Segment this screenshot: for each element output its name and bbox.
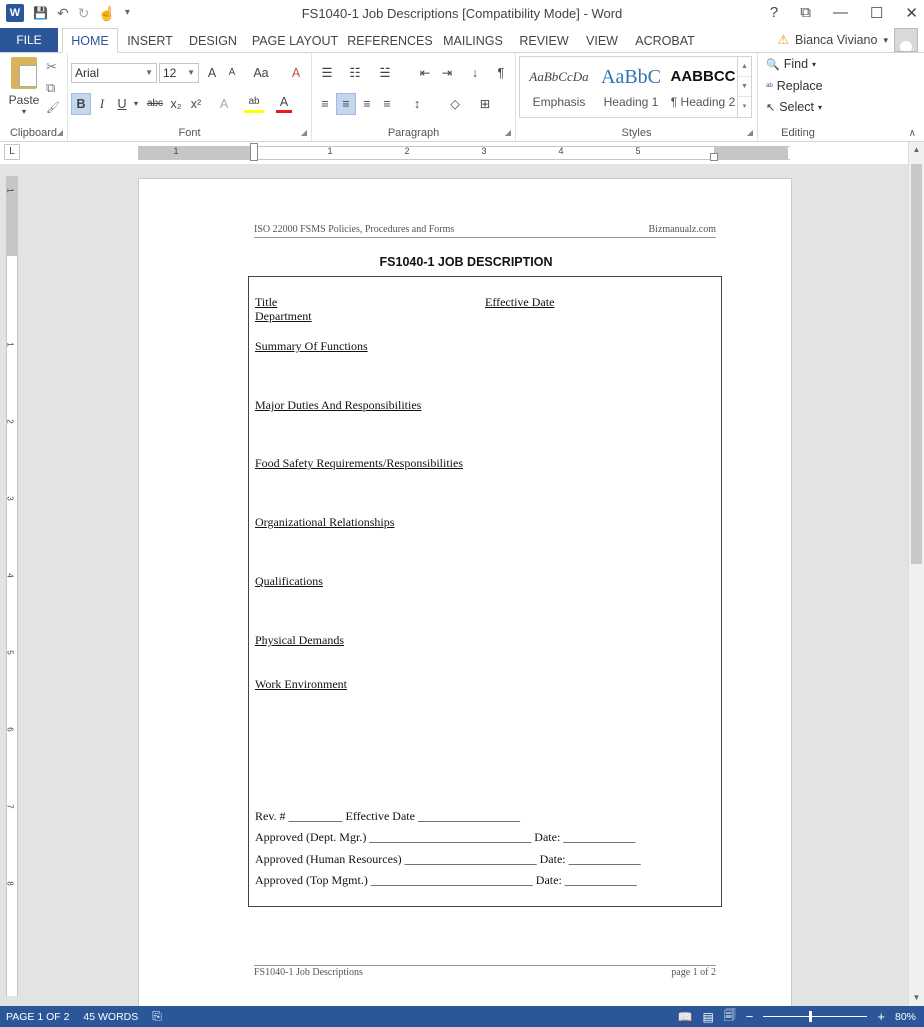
multilevel-list-icon[interactable]: ☱ <box>379 66 391 80</box>
strikethrough-button[interactable]: abc <box>146 98 164 109</box>
align-right-icon[interactable]: ≡ <box>363 97 371 111</box>
vertical-scrollbar[interactable] <box>908 142 924 1006</box>
style-name: Emphasis <box>532 95 586 109</box>
text-effects-icon[interactable]: A <box>219 97 229 111</box>
clipboard-icon <box>11 57 37 89</box>
status-bar <box>0 1006 924 1027</box>
document-title: FS1040-1 JOB DESCRIPTION <box>379 255 553 269</box>
select-arrow-icon: ▾ <box>817 102 822 112</box>
ruler-number: 1 <box>5 342 15 347</box>
styles-gallery <box>519 56 752 118</box>
center-icon[interactable]: ≡ <box>336 93 356 115</box>
font-name-dropdown[interactable] <box>71 63 157 83</box>
field-org-relationships: Organizational Relationships <box>255 515 395 529</box>
field-duties: Major Duties And Responsibilities <box>255 398 422 412</box>
paste-label: Paste <box>8 93 40 107</box>
italic-button[interactable]: I <box>99 97 105 111</box>
find-button[interactable] <box>766 57 816 71</box>
ruler-area <box>0 142 924 164</box>
subscript-button[interactable]: x₂ <box>170 97 182 111</box>
align-left-icon[interactable]: ≡ <box>321 97 329 111</box>
clipboard-tools <box>46 59 60 114</box>
minimize-button[interactable]: — <box>832 4 848 21</box>
tab-acrobat[interactable]: ACROBAT <box>635 33 695 48</box>
scroll-up-icon[interactable]: ▲ <box>912 145 921 154</box>
maximize-button[interactable]: ☐ <box>869 5 884 22</box>
shading-icon[interactable]: ◇ <box>450 97 460 111</box>
font-size-value: 12 <box>163 66 177 80</box>
ruler-number: 6 <box>5 727 15 732</box>
approved-dept-mgr-line: Approved (Dept. Mgr.) ___________________________ Date: ____________ <box>255 830 636 844</box>
paragraph-group-label: Paragraph <box>387 127 440 139</box>
field-qualifications: Qualifications <box>255 574 323 588</box>
web-layout-icon[interactable]: 🗐 <box>723 1008 736 1022</box>
ruler-number: 1 <box>173 146 179 156</box>
avatar[interactable] <box>894 28 918 52</box>
field-effective-date: Effective Date <box>485 295 555 309</box>
find-label: Find <box>783 57 809 71</box>
numbering-icon[interactable]: ☷ <box>349 66 361 80</box>
ruler-number: 1 <box>327 146 333 156</box>
replace-button[interactable] <box>766 79 823 93</box>
styles-more-icon[interactable]: ▾ <box>742 103 747 110</box>
status-right <box>678 1006 917 1027</box>
styles-scroll <box>737 57 751 117</box>
format-painter-icon[interactable]: 🖌 <box>46 102 60 114</box>
tab-references[interactable]: REFERENCES <box>347 33 433 48</box>
left-indent-marker[interactable] <box>250 143 258 161</box>
ruler-number: 1 <box>5 188 15 193</box>
bold-button[interactable]: B <box>71 93 91 115</box>
zoom-slider[interactable] <box>763 1016 867 1017</box>
ruler-number: 8 <box>5 881 15 886</box>
paragraph-launcher-icon[interactable]: ◢ <box>504 128 511 137</box>
page-count[interactable]: PAGE 1 OF 2 <box>6 1010 70 1023</box>
job-description-form <box>248 276 722 907</box>
close-button[interactable]: ✕ <box>905 5 918 22</box>
font-size-dropdown[interactable] <box>159 63 199 83</box>
footer-left-text: FS1040-1 Job Descriptions <box>254 967 363 978</box>
vertical-ruler[interactable] <box>6 176 18 996</box>
style-preview: AaBbCcDa <box>529 69 589 84</box>
shrink-font-icon[interactable]: A <box>228 67 236 78</box>
zoom-level[interactable]: 80% <box>894 1010 916 1023</box>
status-left <box>6 1006 162 1027</box>
help-button[interactable]: ? <box>769 4 779 21</box>
style-preview: AaBbC <box>601 66 661 88</box>
styles-up-icon[interactable]: ▲ <box>738 57 751 77</box>
clipboard-group <box>0 53 68 141</box>
underline-arrow-icon[interactable]: ▾ <box>133 99 138 108</box>
styles-group-label: Styles <box>621 127 652 139</box>
find-arrow-icon: ▾ <box>812 59 817 69</box>
left-margin-shade <box>138 147 254 159</box>
editing-group-label: Editing <box>781 127 815 139</box>
ribbon <box>0 52 924 142</box>
page-footer <box>254 965 716 979</box>
style-heading-1[interactable] <box>596 59 666 115</box>
styles-launcher-icon[interactable]: ◢ <box>746 128 753 137</box>
cut-icon[interactable]: ✂ <box>46 59 57 74</box>
copy-icon[interactable]: ⧉ <box>46 80 56 95</box>
chevron-down-icon: ▼ <box>187 68 195 77</box>
ruler-number: 4 <box>558 146 564 156</box>
header-left-text: ISO 22000 FSMS Policies, Procedures and Forms <box>254 224 455 235</box>
ruler-number: 5 <box>635 146 641 156</box>
word-logo-icon[interactable]: W <box>6 4 24 22</box>
borders-icon[interactable]: ⊞ <box>479 97 491 111</box>
ruler-number: 5 <box>5 650 15 655</box>
touch-mode-icon[interactable]: ☝ <box>98 5 116 21</box>
superscript-button[interactable]: x² <box>190 97 202 111</box>
line-spacing-icon[interactable]: ↕ <box>413 97 421 111</box>
tab-review[interactable]: REVIEW <box>519 33 569 48</box>
word-count[interactable]: 45 WORDS <box>83 1010 139 1023</box>
tab-mailings[interactable]: MAILINGS <box>443 33 503 48</box>
tab-selector[interactable]: L <box>4 144 20 160</box>
font-group-label: Font <box>178 127 201 139</box>
font-group <box>68 53 312 141</box>
ribbon-display-button[interactable]: ⧉ <box>800 4 811 21</box>
collapse-ribbon-icon[interactable]: ∧ <box>908 128 916 139</box>
approved-hr-line: Approved (Human Resources) ______________________ Date: ____________ <box>255 852 641 866</box>
ruler-number: 2 <box>404 146 410 156</box>
footer-right-text: page 1 of 2 <box>671 967 716 978</box>
user-menu-arrow-icon: ▾ <box>883 34 888 45</box>
tab-insert[interactable]: INSERT <box>127 33 173 48</box>
font-launcher-icon[interactable]: ◢ <box>300 128 307 137</box>
tab-view[interactable]: VIEW <box>586 33 618 48</box>
style-emphasis[interactable] <box>524 59 594 115</box>
underline-button[interactable]: U <box>117 97 127 111</box>
font-name-value: Arial <box>75 66 100 80</box>
zoom-in-button[interactable]: + <box>877 1009 885 1024</box>
tab-file[interactable]: FILE <box>0 28 58 52</box>
warning-icon: ⚠ <box>777 32 789 47</box>
sort-icon[interactable]: ↓ <box>471 66 479 80</box>
field-department: Department <box>255 309 312 323</box>
chevron-down-icon: ▼ <box>145 68 153 77</box>
print-layout-icon[interactable]: ▤ <box>702 1009 714 1024</box>
paste-button[interactable] <box>4 57 44 116</box>
select-button[interactable] <box>766 100 822 114</box>
tab-home[interactable]: HOME <box>62 28 118 53</box>
scroll-thumb[interactable] <box>911 164 922 564</box>
highlight-icon[interactable]: ab <box>244 94 264 113</box>
horizontal-ruler[interactable] <box>138 146 790 160</box>
read-mode-icon[interactable]: 📖 <box>677 1009 693 1024</box>
style-name: Heading 1 <box>603 95 659 109</box>
field-food-safety: Food Safety Requirements/Responsibilities <box>255 456 463 470</box>
document-workspace <box>0 164 908 1006</box>
bullets-icon[interactable]: ☰ <box>321 66 333 80</box>
font-color-icon[interactable]: A <box>276 94 292 113</box>
zoom-slider-thumb[interactable] <box>809 1011 812 1022</box>
replace-icon: ᵃᵇ <box>766 81 773 91</box>
undo-icon[interactable]: ↶ <box>56 5 69 21</box>
title-bar <box>0 0 924 28</box>
user-name: Bianca Viviano <box>795 33 878 47</box>
ribbon-tabs <box>0 28 924 52</box>
replace-label: Replace <box>776 79 823 93</box>
styles-down-icon[interactable]: ▼ <box>738 77 751 97</box>
zoom-out-button[interactable]: − <box>745 1009 754 1024</box>
grow-font-icon[interactable]: A <box>207 66 217 80</box>
proofing-icon[interactable]: ⎘ <box>152 1009 162 1023</box>
increase-indent-icon[interactable]: ⇥ <box>441 66 453 80</box>
save-icon[interactable]: 💾 <box>33 6 48 20</box>
ruler-number: 2 <box>5 419 15 424</box>
justify-icon[interactable]: ≡ <box>383 97 391 111</box>
decrease-indent-icon[interactable]: ⇤ <box>419 66 431 80</box>
redo-icon[interactable]: ↻ <box>77 5 90 21</box>
field-physical-demands: Physical Demands <box>255 633 344 647</box>
scroll-down-icon[interactable]: ▼ <box>912 993 921 1002</box>
clipboard-group-label: Clipboard <box>9 127 58 139</box>
paragraph-group <box>312 53 516 141</box>
ruler-number: 4 <box>5 573 15 578</box>
window-title: FS1040-1 Job Descriptions [Compatibility Mode] - Word <box>301 6 623 21</box>
customize-qat-icon[interactable]: ▾ <box>124 7 130 18</box>
window-controls <box>770 4 918 22</box>
clear-formatting-icon[interactable]: A <box>291 66 301 80</box>
page-header <box>254 224 716 238</box>
rev-line: Rev. # _________ Effective Date _________________ <box>255 809 520 823</box>
clipboard-launcher-icon[interactable]: ◢ <box>56 128 63 137</box>
binoculars-icon: 🔍 <box>766 58 780 71</box>
paste-arrow-icon: ▾ <box>21 107 26 116</box>
user-account[interactable] <box>777 28 918 52</box>
cursor-icon: ↖ <box>766 101 776 114</box>
change-case-icon[interactable]: Aa <box>253 66 269 80</box>
tab-design[interactable]: DESIGN <box>189 33 237 48</box>
style-preview: AABBCC <box>670 68 736 85</box>
field-work-environment: Work Environment <box>255 677 348 691</box>
tab-page-layout[interactable]: PAGE LAYOUT <box>251 33 339 48</box>
right-indent-marker[interactable] <box>710 153 718 161</box>
field-title: Title <box>255 295 278 309</box>
right-margin-shade <box>714 147 788 159</box>
ruler-number: 3 <box>5 496 15 501</box>
style-heading-2[interactable] <box>668 59 738 115</box>
field-summary: Summary Of Functions <box>255 339 368 353</box>
header-right-text: Bizmanualz.com <box>648 224 716 235</box>
style-name: ¶ Heading 2 <box>670 95 736 109</box>
ruler-number: 7 <box>5 804 15 809</box>
select-label: Select <box>779 100 814 114</box>
ruler-number: 3 <box>481 146 487 156</box>
show-marks-icon[interactable]: ¶ <box>497 66 505 80</box>
approved-top-mgmt-line: Approved (Top Mgmt.) ___________________________ Date: ____________ <box>255 873 637 887</box>
document-page[interactable] <box>138 178 792 1006</box>
